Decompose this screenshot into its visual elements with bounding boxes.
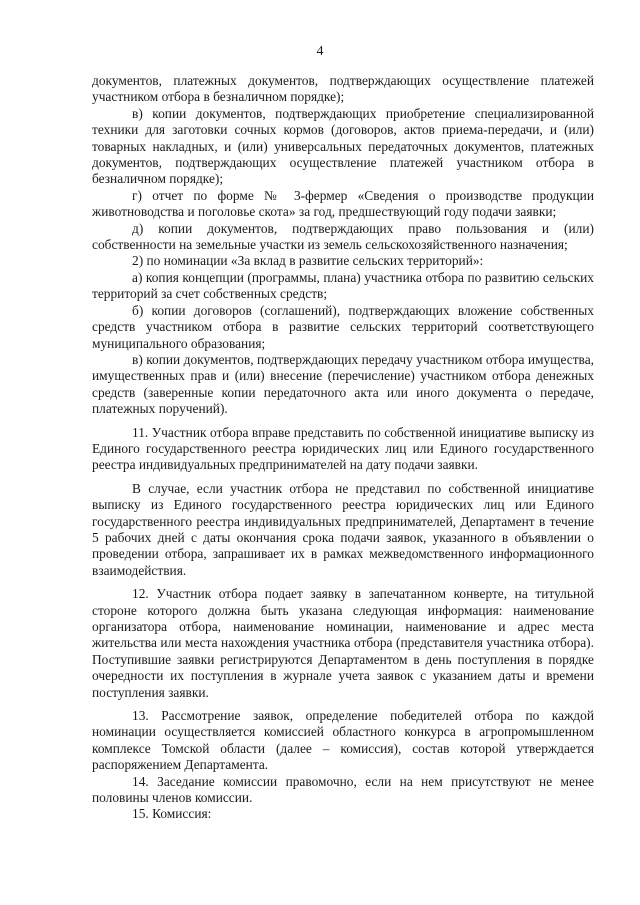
paragraph-clause-11-case: В случае, если участник отбора не представил по собственной инициативе выписку из Единого государственного реестра юридических лиц или Единого государственного реестра индивидуальных предпринимателей, Департамент в течение 5 рабочих дней с даты окончания срока подачи заявок, указанного в объявлении о проведении отбора, запрашивает их в рамках межведомственного информационного взаимодействия. xyxy=(92,480,594,578)
document-body xyxy=(92,73,594,823)
paragraph-clause-15: 15. Комиссия: xyxy=(132,806,212,822)
paragraph-item-d: д) копии документов, подтверждающих право пользования и (или) собственности на земельные участки из земель сельскохозяйственного назначения; xyxy=(92,220,594,253)
paragraph-item-v2: в) копии документов, подтверждающих передачу участником отбора имущества, имущественных прав и (или) внесение (перечисление) участником отбора денежных средств (заверенные копии передаточного акта или иного документа о передаче, платежных поручений). xyxy=(92,351,594,417)
paragraph-item-v: в) копии документов, подтверждающих приобретение специализированной техники для заготовки сочных кормов (договоров, актов приема-передачи, и (или) товарных накладных, и (или) универсальных передаточных документов, платежных документов, подтверждающих осуществление платежей участником отбора в безналичном порядке); xyxy=(92,105,594,187)
paragraph-nomination-2: 2) по номинации «За вклад в развитие сельских территорий»: xyxy=(132,253,484,269)
paragraph-clause-12: 12. Участник отбора подает заявку в запечатанном конверте, на титульной стороне которого должна быть указана следующая информация: наименование организатора отбора, наименование номинации, наименование и адрес места жительства или места нахождения участника отбора (представителя участника отбора). Поступившие заявки регистрируются Департаментом в день поступления в порядке очередности их поступления в журнале учета заявок с указанием даты и времени поступления заявки. xyxy=(92,586,594,700)
paragraph-clause-13: 13. Рассмотрение заявок, определение победителей отбора по каждой номинации осуществляется комиссией областного конкурса в агропромышленном комплексе Томской области (далее – комиссия), состав которой утверждается распоряжением Департамента. xyxy=(92,708,594,773)
paragraph-item-b: б) копии договоров (соглашений), подтверждающих вложение собственных средств участником отбора в развитие сельских территорий соответствующего муниципального образования; xyxy=(92,302,594,351)
paragraph-clause-11: 11. Участник отбора вправе представить по собственной инициативе выписку из Единого государственного реестра юридических лиц или Единого государственного реестра индивидуальных предпринимателей на дату подачи заявки. xyxy=(92,424,594,473)
page-number: 4 xyxy=(316,44,324,59)
paragraph-clause-14: 14. Заседание комиссии правомочно, если на нем присутствуют не менее половины членов комиссии. xyxy=(92,773,594,806)
paragraph-continuation: документов, платежных документов, подтверждающих осуществление платежей участником отбора в безналичном порядке); xyxy=(92,73,594,105)
paragraph-item-a: а) копия концепции (программы, плана) участника отбора по развитию сельских территорий за счет собственных средств; xyxy=(92,269,594,302)
paragraph-item-g: г) отчет по форме № 3-фермер «Сведения о производстве продукции животноводства и поголовье скота» за год, предшествующий году подачи заявки; xyxy=(92,187,594,220)
